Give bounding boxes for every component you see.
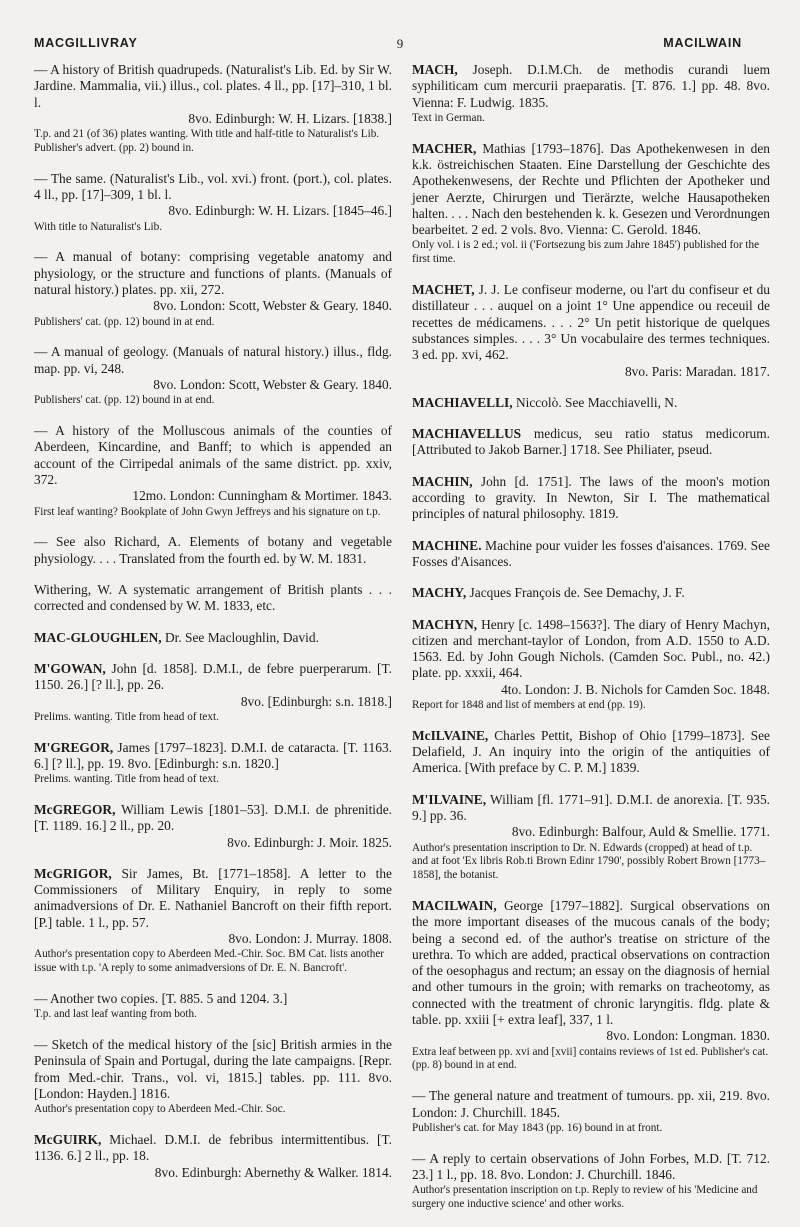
entry-heading: M'GREGOR, xyxy=(34,739,114,755)
catalogue-entry xyxy=(412,62,770,126)
entry-heading: MACHIN, xyxy=(412,473,473,489)
catalogue-entry xyxy=(34,740,392,787)
entry-body: William [fl. 1771–91]. D.M.I. de anorexia. [T. 935. 9.] pp. 36. xyxy=(412,791,770,823)
entry-note: Extra leaf between pp. xvi and [xvii] contains reviews of 1st ed. Publisher's cat. (pp. 8) bound in at end. xyxy=(412,1045,769,1072)
catalogue-entry xyxy=(34,62,392,156)
entry-imprint: 8vo. Paris: Maradan. 1817. xyxy=(624,363,770,379)
entry-text xyxy=(412,474,770,523)
catalogue-entry xyxy=(34,249,392,329)
entry-body: Jacques François de. See Demachy, J. F. xyxy=(469,585,685,601)
entry-imprint: 8vo. London: Longman. 1830. xyxy=(606,1028,770,1044)
entry-body: Henry [c. 1498–1563?]. The diary of Henry Machyn, citizen and merchant-taylor of London, from A.D. 1550 to A.D. 1563. Ed. by John Gough Nichols. (Camden Soc. Publ., no. 42.) plate. pp. xxxii, 464. xyxy=(412,616,770,681)
entry-heading: McGRIGOR, xyxy=(34,865,112,881)
catalogue-entry xyxy=(34,991,392,1022)
entry-body: Sir James, Bt. [1771–1858]. A letter to the Commissioners of Military Enquiry, in reply to some animadversions of Dr. E. Nathaniel Bancroft on their fifth report. [P.] table. 1 l., pp. 57. xyxy=(34,865,392,930)
entry-body: — A history of British quadrupeds. (Naturalist's Lib. Ed. by Sir W. Jardine. Mammalia, vii.) illus., col. plates. 4 ll., pp. [17]–310, 1 bl. l. xyxy=(34,62,392,110)
entry-body: — A manual of geology. (Manuals of natural history.) illus., fldg. map. pp. vi, 248. xyxy=(34,344,392,376)
entry-heading: MACILWAIN, xyxy=(412,897,497,913)
entry-heading: MACHER, xyxy=(412,140,477,156)
entry-imprint: 4to. London: J. B. Nichols for Camden Soc. 1848. xyxy=(501,681,770,697)
entry-note: Author's presentation inscription on t.p. Reply to review of his 'Medicine and surgery one inductive science' and other works. xyxy=(412,1184,758,1211)
entry-text xyxy=(412,1088,770,1121)
entry-text xyxy=(412,395,770,411)
entry-heading: McGREGOR, xyxy=(34,801,116,817)
entry-text xyxy=(412,585,770,601)
left-column xyxy=(34,62,392,1196)
entry-text xyxy=(412,1151,770,1184)
entry-imprint: 12mo. London: Cunningham & Mortimer. 1843. xyxy=(132,488,392,504)
entry-text xyxy=(412,728,770,777)
entry-body: — A history of the Molluscous animals of the counties of Aberdeen, Kincardine, and Banff; to which is appended an account of the Cirripedal animals of the same district. pp. xxiv, 372. xyxy=(34,423,392,488)
entry-heading: MACH, xyxy=(412,62,458,77)
entry-heading: M'GOWAN, xyxy=(34,660,106,676)
entry-body: — Another two copies. [T. 885. 5 and 1204. 3.] xyxy=(34,990,288,1006)
entry-imprint: 8vo. Edinburgh: Abernethy & Walker. 1814. xyxy=(154,1164,392,1180)
catalogue-entry xyxy=(34,534,392,567)
catalogue-entry xyxy=(34,661,392,725)
entry-text xyxy=(412,141,770,239)
entry-note: Author's presentation inscription to Dr. N. Edwards (cropped) at head of t.p. and at foot 'Ex libris Rob.ti Brown Edinr 1790', possibly Robert Brown [1773–1858], the botanist. xyxy=(412,841,766,882)
entry-heading: M'ILVAINE, xyxy=(412,791,487,807)
entry-text xyxy=(412,898,770,1028)
catalogue-entry xyxy=(412,1151,770,1212)
entry-note: Publisher's cat. for May 1843 (pp. 16) bound in at front. xyxy=(412,1121,663,1134)
entry-text xyxy=(34,740,392,773)
entry-note: Text in German. xyxy=(412,111,485,124)
entry-heading: MACHY, xyxy=(412,585,467,601)
catalogue-entry xyxy=(412,141,770,267)
entry-heading: McGUIRK, xyxy=(34,1132,102,1148)
entry-text xyxy=(34,1132,392,1165)
entry-body: — A manual of botany: comprising vegetable anatomy and physiology, or the structure and functions of plants. (Manuals of natural history.) plates. pp. xii, 272. xyxy=(34,249,392,298)
entry-body: — The general nature and treatment of tumours. pp. xii, 219. 8vo. London: J. Churchill. 1845. xyxy=(412,1088,770,1120)
entry-imprint: 8vo. London: Scott, Webster & Geary. 1840. xyxy=(153,377,392,393)
catalogue-entry xyxy=(412,538,770,571)
catalogue-entry xyxy=(412,617,770,713)
entry-body: John [d. 1751]. The laws of the moon's motion according to gravity. In Newton, Sir I. The mathematical principles of natural philosophy. 1819. xyxy=(412,473,770,522)
entry-heading: MACHINE. xyxy=(412,537,482,553)
catalogue-entry xyxy=(34,630,392,646)
entry-text xyxy=(412,62,770,111)
entry-text xyxy=(34,423,392,488)
entry-note: Author's presentation copy to Aberdeen Med.-Chir. Soc. BM Cat. lists another issue with t.p. 'A reply to some animadversions of Dr. E. N. Bancroft'. xyxy=(34,948,385,975)
entry-text xyxy=(412,617,770,682)
entry-note: Publishers' cat. (pp. 12) bound in at end. xyxy=(34,394,215,407)
running-head-left: MACGILLIVRAY xyxy=(34,36,138,50)
entry-text xyxy=(412,282,770,363)
entry-text xyxy=(34,866,392,931)
entry-body: George [1797–1882]. Surgical observations on the more important diseases of the mucous canals of the body; being a second ed. of the author's treatise on stricture of the urethra. To which are added, practical observations on contraction of the oesophagus and rectum; an essay on the diagnosis of hernial and other tumours in the groin; with remarks on tracheotomy, as connected with the treatment of chronic laryngitis. fldg. plate & table. pp. xxiii [+ extra leaf], 337, 1 l. xyxy=(412,897,770,1028)
catalogue-entry xyxy=(34,171,392,235)
entry-imprint: 8vo. Edinburgh: J. Moir. 1825. xyxy=(227,834,392,850)
page-number: 9 xyxy=(396,36,404,51)
catalogue-entry xyxy=(412,1088,770,1135)
catalogue-entry xyxy=(412,282,770,380)
entry-heading: MAC-GLOUGHLEN, xyxy=(34,629,162,645)
entry-body: Withering, W. A systematic arrangement of British plants . . . corrected and condensed by W. M. 1833, etc. xyxy=(34,582,392,614)
entry-text xyxy=(412,792,770,825)
entry-imprint: 8vo. London: J. Murray. 1808. xyxy=(228,931,392,947)
entry-body: William Lewis [1801–53]. D.M.I. de phrenitide. [T. 1189. 16.] 2 ll., pp. 20. xyxy=(34,801,393,834)
entry-body: Niccolò. See Macchiavelli, N. xyxy=(515,394,678,410)
entry-note: Author's presentation copy to Aberdeen Med.-Chir. Soc. xyxy=(34,1103,286,1116)
entry-body: — A reply to certain observations of John Forbes, M.D. [T. 712. 23.] 1 l., pp. 18. 8vo. London: J. Churchill. 1846. xyxy=(412,1150,770,1182)
catalogue-entry xyxy=(34,1037,392,1117)
entry-note: First leaf wanting? Bookplate of John Gwyn Jeffreys and his signature on t.p. xyxy=(34,505,381,518)
catalogue-entry xyxy=(412,474,770,523)
entry-body: — Sketch of the medical history of the [sic] British armies in the Peninsula of Spain and Portugal, during the late campaigns. [Repr. from Med.-chir. Trans., vol. vi, 1815.] tables. pp. 111. 8vo. [London: Hayden.] 1816. xyxy=(34,1037,392,1101)
entry-body: Mathias [1793–1876]. Das Apothekenwesen in den k.k. östreichischen Staaten. Eine Darstellung der Geschichte des Apothekenwesens, der Rechte und Pflichten der Apotheker und jener Aerzte, Chirurgen und Tierärzte, welche Hausapotheken halten. . . . Nach den bestehenden k. k. Gesezen und Verordnungen bearbeitet. 2 ed. 2 vols. 8vo. Vienna: C. Gerold. 1846. xyxy=(412,140,770,238)
catalogue-entry xyxy=(34,582,392,615)
catalogue-entry xyxy=(412,426,770,459)
entry-body: — The same. (Naturalist's Lib., vol. xvi.) front. (port.), col. plates. 4 ll., pp. [17]–309, 1 bl. l. xyxy=(34,170,392,203)
entry-imprint: 8vo. London: Scott, Webster & Geary. 1840. xyxy=(153,298,392,314)
entry-text xyxy=(34,802,392,835)
entry-body: medicus, seu ratio status medicorum. [Attributed to Jakob Barner.] 1718. See Philiater, pseud. xyxy=(412,426,770,458)
entry-body: Dr. See Macloughlin, David. xyxy=(164,629,319,645)
entry-text xyxy=(412,538,770,571)
entry-note: Publishers' cat. (pp. 12) bound in at end. xyxy=(34,315,215,328)
entry-heading: McILVAINE, xyxy=(412,727,489,743)
catalogue-entry xyxy=(34,866,392,976)
entry-note: With title to Naturalist's Lib. xyxy=(34,220,163,233)
entry-note: Report for 1848 and list of members at end (pp. 19). xyxy=(412,699,646,711)
entry-body: Charles Pettit, Bishop of Ohio [1799–1873]. See Delafield, J. An inquiry into the origin of the antiquities of America. [With preface by C. P. M.] 1839. xyxy=(412,727,770,776)
entry-heading: MACHIAVELLI, xyxy=(412,394,513,410)
entry-text xyxy=(34,344,392,377)
entry-body: James [1797–1823]. D.M.I. de cataracta. [T. 1163. 6.] [? ll.], pp. 19. 8vo. [Edinburgh: s.n. 1820.] xyxy=(34,739,392,771)
entry-note: T.p. and last leaf wanting from both. xyxy=(34,1008,197,1021)
entry-heading: MACHET, xyxy=(412,282,475,298)
entry-body: Machine pour vuider les fosses d'aisances. 1769. See Fosses d'Aisances. xyxy=(412,537,770,569)
catalogue-entry xyxy=(412,395,770,411)
catalogue-entry xyxy=(34,1132,392,1181)
entry-imprint: 8vo. Edinburgh: W. H. Lizars. [1845–46.] xyxy=(168,203,392,219)
catalogue-entry xyxy=(412,585,770,601)
entry-note: Only vol. i is 2 ed.; vol. ii ('Fortsezung bis zum Jahre 1845') published for the first time. xyxy=(412,239,760,266)
entry-body: John [d. 1858]. D.M.I., de febre puerperarum. [T. 1150. 26.] [? ll.], pp. 26. xyxy=(34,660,392,693)
catalogue-entry xyxy=(412,792,770,883)
entry-body: Joseph. D.I.M.Ch. de methodis curandi luem syphiliticam cum mercurii praeparatis. [T. 876. 1.] pp. 48. 8vo. Vienna: F. Ludwig. 1835. xyxy=(412,62,770,110)
entry-note: Prelims. wanting. Title from head of text. xyxy=(34,773,219,786)
entry-text xyxy=(34,249,392,298)
entry-heading: MACHIAVELLUS xyxy=(412,426,522,442)
catalogue-entry xyxy=(412,898,770,1073)
entry-imprint: 8vo. Edinburgh: Balfour, Auld & Smellie. 1771. xyxy=(511,824,770,840)
entry-text xyxy=(34,582,392,615)
entry-note: Prelims. wanting. Title from head of text. xyxy=(34,710,219,723)
entry-heading: MACHYN, xyxy=(412,616,478,632)
entry-text xyxy=(34,1037,392,1102)
entry-text xyxy=(34,661,392,694)
catalogue-entry xyxy=(34,423,392,519)
entry-body: — See also Richard, A. Elements of botany and vegetable physiology. . . . Translated from the fourth ed. by W. M. 1831. xyxy=(34,534,392,566)
entry-imprint: 8vo. [Edinburgh: s.n. 1818.] xyxy=(240,693,392,709)
entry-body: J. J. Le confiseur moderne, ou l'art du confiseur et du distillateur . . . auquel on a joint 1° Une appendice ou receuil de recettes de médicamens. . . . 2° Un petit historique de quelques substances simples. . . . 3° Un vocabulaire des termes techniques. 3 ed. pp. xvi, 462. xyxy=(412,282,770,363)
entry-text xyxy=(412,426,770,459)
entry-text xyxy=(34,62,392,111)
catalogue-entry xyxy=(34,344,392,408)
catalogue-entry xyxy=(412,728,770,777)
entry-imprint: 8vo. Edinburgh: W. H. Lizars. [1838.] xyxy=(188,110,392,126)
entry-text xyxy=(34,630,392,646)
entry-text xyxy=(34,171,392,204)
running-head-right: MACILWAIN xyxy=(663,36,742,50)
entry-body: Michael. D.M.I. de febribus intermittentibus. [T. 1136. 6.] 2 ll., pp. 18. xyxy=(34,1132,392,1164)
catalogue-entry xyxy=(34,802,392,851)
right-column xyxy=(412,62,770,1227)
entry-text xyxy=(34,991,392,1007)
entry-text xyxy=(34,534,392,567)
entry-note: T.p. and 21 (of 36) plates wanting. With title and half-title to Naturalist's Lib. Publisher's advert. (pp. 2) bound in. xyxy=(34,128,380,154)
